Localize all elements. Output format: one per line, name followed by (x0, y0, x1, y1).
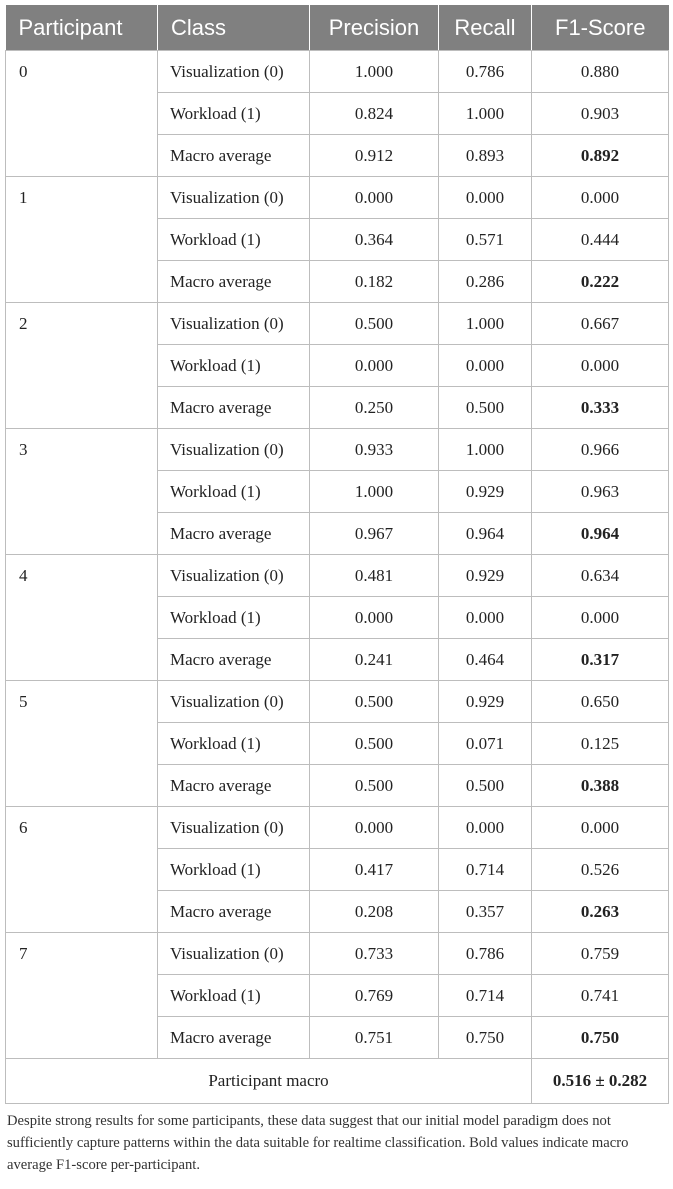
recall-cell: 0.286 (439, 261, 532, 303)
class-cell: Visualization (0) (158, 51, 310, 93)
recall-cell: 0.929 (439, 471, 532, 513)
f1-cell: 0.634 (532, 555, 669, 597)
class-cell: Macro average (158, 387, 310, 429)
precision-cell: 1.000 (310, 51, 439, 93)
header-participant: Participant (6, 5, 158, 51)
class-cell: Visualization (0) (158, 177, 310, 219)
recall-cell: 0.786 (439, 51, 532, 93)
f1-cell: 0.317 (532, 639, 669, 681)
table-row (6, 681, 669, 723)
class-cell: Workload (1) (158, 849, 310, 891)
recall-cell: 0.714 (439, 849, 532, 891)
f1-cell: 0.880 (532, 51, 669, 93)
recall-cell: 0.000 (439, 807, 532, 849)
f1-cell: 0.125 (532, 723, 669, 765)
recall-cell: 0.929 (439, 681, 532, 723)
class-cell: Visualization (0) (158, 429, 310, 471)
f1-cell: 0.526 (532, 849, 669, 891)
f1-cell: 0.444 (532, 219, 669, 261)
precision-cell: 0.417 (310, 849, 439, 891)
class-cell: Workload (1) (158, 345, 310, 387)
summary-label: Participant macro (6, 1059, 532, 1104)
class-cell: Macro average (158, 639, 310, 681)
precision-cell: 0.751 (310, 1017, 439, 1059)
table-header (6, 5, 669, 51)
recall-cell: 1.000 (439, 93, 532, 135)
class-cell: Workload (1) (158, 723, 310, 765)
recall-cell: 0.500 (439, 387, 532, 429)
precision-cell: 0.250 (310, 387, 439, 429)
header-class: Class (158, 5, 310, 51)
class-cell: Visualization (0) (158, 933, 310, 975)
precision-cell: 0.769 (310, 975, 439, 1017)
recall-cell: 0.786 (439, 933, 532, 975)
recall-cell: 0.964 (439, 513, 532, 555)
precision-cell: 0.912 (310, 135, 439, 177)
table-row (6, 807, 669, 849)
class-cell: Macro average (158, 513, 310, 555)
table-row (6, 51, 669, 93)
recall-cell: 1.000 (439, 303, 532, 345)
f1-cell: 0.650 (532, 681, 669, 723)
precision-cell: 0.364 (310, 219, 439, 261)
class-cell: Visualization (0) (158, 555, 310, 597)
class-cell: Macro average (158, 765, 310, 807)
class-cell: Workload (1) (158, 93, 310, 135)
results-table-container (5, 5, 668, 1176)
precision-cell: 0.733 (310, 933, 439, 975)
f1-cell: 0.892 (532, 135, 669, 177)
precision-cell: 0.500 (310, 681, 439, 723)
participant-id-cell: 2 (6, 303, 158, 429)
summary-value: 0.516 ± 0.282 (532, 1059, 669, 1104)
header-precision: Precision (310, 5, 439, 51)
recall-cell: 0.357 (439, 891, 532, 933)
recall-cell: 1.000 (439, 429, 532, 471)
table-row (6, 933, 669, 975)
recall-cell: 0.000 (439, 345, 532, 387)
header-row (6, 5, 669, 51)
f1-cell: 0.964 (532, 513, 669, 555)
precision-cell: 0.000 (310, 597, 439, 639)
class-cell: Macro average (158, 891, 310, 933)
class-cell: Workload (1) (158, 219, 310, 261)
class-cell: Visualization (0) (158, 807, 310, 849)
precision-cell: 0.500 (310, 765, 439, 807)
header-f1-score: F1-Score (532, 5, 669, 51)
table-row (6, 555, 669, 597)
class-cell: Visualization (0) (158, 303, 310, 345)
recall-cell: 0.893 (439, 135, 532, 177)
recall-cell: 0.714 (439, 975, 532, 1017)
precision-cell: 0.000 (310, 345, 439, 387)
class-cell: Macro average (158, 135, 310, 177)
f1-cell: 0.263 (532, 891, 669, 933)
table-row (6, 177, 669, 219)
precision-cell: 0.481 (310, 555, 439, 597)
precision-cell: 0.241 (310, 639, 439, 681)
recall-cell: 0.000 (439, 177, 532, 219)
precision-cell: 0.933 (310, 429, 439, 471)
recall-cell: 0.500 (439, 765, 532, 807)
precision-cell: 0.000 (310, 807, 439, 849)
precision-cell: 0.824 (310, 93, 439, 135)
class-cell: Macro average (158, 1017, 310, 1059)
precision-cell: 1.000 (310, 471, 439, 513)
precision-cell: 0.182 (310, 261, 439, 303)
table-footnote: Despite strong results for some participants, these data suggest that our initial model paradigm does not sufficiently capture patterns within the data suitable for realtime classification. Bold values indicate macro average F1-score per-participant. (7, 1113, 629, 1173)
f1-cell: 0.759 (532, 933, 669, 975)
precision-cell: 0.208 (310, 891, 439, 933)
f1-cell: 0.000 (532, 807, 669, 849)
recall-cell: 0.071 (439, 723, 532, 765)
participant-id-cell: 7 (6, 933, 158, 1059)
participant-id-cell: 5 (6, 681, 158, 807)
precision-cell: 0.500 (310, 303, 439, 345)
f1-cell: 0.667 (532, 303, 669, 345)
f1-cell: 0.388 (532, 765, 669, 807)
summary-row (6, 1059, 669, 1104)
participant-id-cell: 1 (6, 177, 158, 303)
recall-cell: 0.929 (439, 555, 532, 597)
class-cell: Macro average (158, 261, 310, 303)
precision-cell: 0.000 (310, 177, 439, 219)
f1-cell: 0.741 (532, 975, 669, 1017)
recall-cell: 0.571 (439, 219, 532, 261)
table-row (6, 429, 669, 471)
table-row (6, 303, 669, 345)
class-cell: Visualization (0) (158, 681, 310, 723)
participant-id-cell: 3 (6, 429, 158, 555)
class-cell: Workload (1) (158, 597, 310, 639)
class-cell: Workload (1) (158, 471, 310, 513)
class-cell: Workload (1) (158, 975, 310, 1017)
precision-cell: 0.967 (310, 513, 439, 555)
f1-cell: 0.000 (532, 597, 669, 639)
precision-cell: 0.500 (310, 723, 439, 765)
recall-cell: 0.464 (439, 639, 532, 681)
f1-cell: 0.966 (532, 429, 669, 471)
participant-id-cell: 0 (6, 51, 158, 177)
participant-id-cell: 6 (6, 807, 158, 933)
f1-cell: 0.222 (532, 261, 669, 303)
recall-cell: 0.750 (439, 1017, 532, 1059)
f1-cell: 0.000 (532, 177, 669, 219)
f1-cell: 0.750 (532, 1017, 669, 1059)
results-table (5, 5, 669, 1104)
f1-cell: 0.000 (532, 345, 669, 387)
participant-id-cell: 4 (6, 555, 158, 681)
f1-cell: 0.903 (532, 93, 669, 135)
f1-cell: 0.333 (532, 387, 669, 429)
recall-cell: 0.000 (439, 597, 532, 639)
f1-cell: 0.963 (532, 471, 669, 513)
table-body (6, 51, 669, 1104)
header-recall: Recall (439, 5, 532, 51)
